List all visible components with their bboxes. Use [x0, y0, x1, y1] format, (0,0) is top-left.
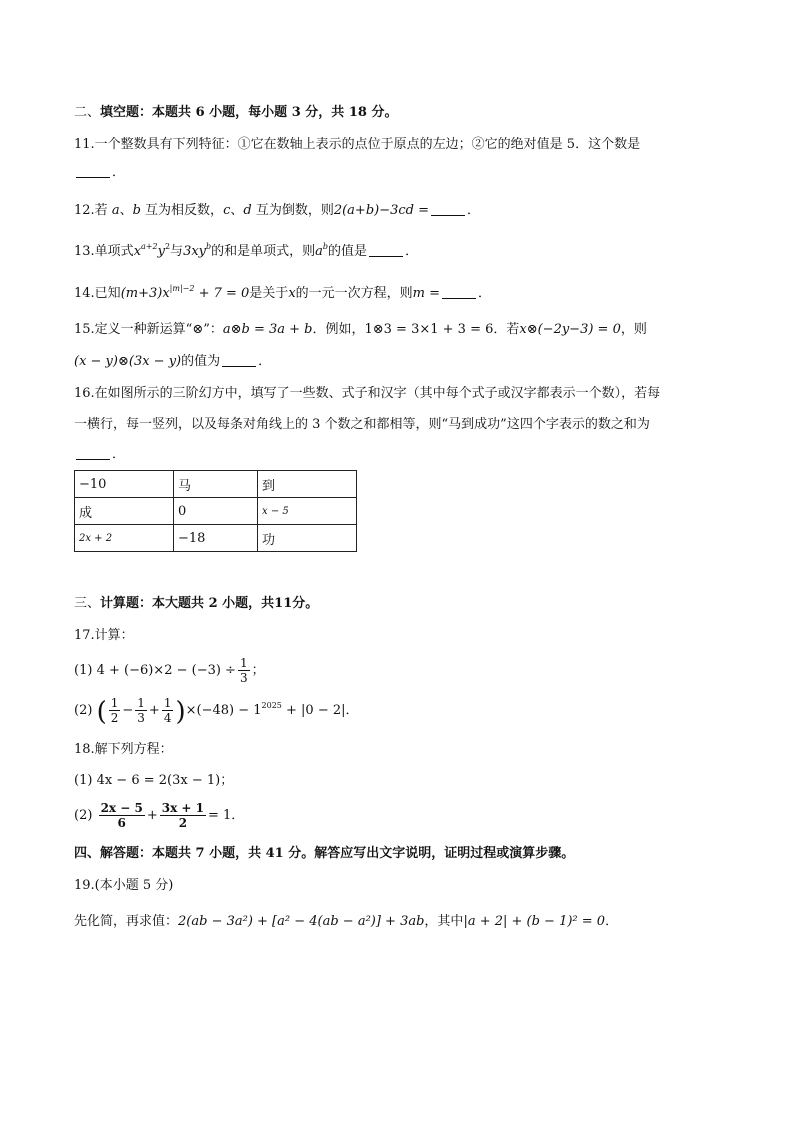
fraction: $\frac{1}{2}$ — [110, 696, 119, 725]
fraction: $\frac{1}{4}$ — [163, 696, 172, 725]
question-17-part-2: (2) ( $\frac{1}{2}$ − $\frac{1}{3}$ + $\frac{1}{4}$ )$\times(-48) - 1^{2025} + |0 - 2|$． — [74, 696, 359, 727]
table-cell: 马 — [174, 471, 258, 498]
question-15-line-1: 15.定义一种新运算“⊗”：a⊗b = 3a + b．例如，1⊗3 = 3×1 + 3 = 6．若x⊗(−2y−3) = 0，则 — [74, 322, 647, 337]
answer-blank[interactable] — [442, 286, 476, 299]
section-2-header: 二、填空题：本题共 6 小题，每小题 3 分，共 18 分。 — [74, 105, 398, 120]
question-18-title: 18.解下列方程： — [74, 742, 173, 757]
question-16-line-3: ． — [74, 446, 724, 464]
table-cell: 2x + 2 — [75, 525, 174, 552]
table-cell: 功 — [258, 525, 357, 552]
section-4-header: 四、解答题：本题共 7 小题，共 41 分。解答应写出文字说明，证明过程或演算步骤。 — [74, 846, 575, 861]
fraction: $\frac{3x + 1}{2}$ — [161, 801, 204, 830]
table-cell: −18 — [174, 525, 258, 552]
question-13: 13.单项式$x^{a+2}y^2$与$3xy^b$的和是单项式，则$a^b$的值是 ． — [74, 242, 419, 259]
table-cell: −10 — [75, 471, 174, 498]
fraction: $\frac{1}{3}$ — [239, 656, 248, 685]
question-11-answer-line: ． — [74, 164, 724, 182]
answer-blank[interactable] — [76, 447, 110, 460]
question-16-line-2: 一横行，每一竖列，以及每条对角线上的 3 个数之和都相等，则“马到成功”这四个字表示的数之和为 — [74, 417, 650, 432]
fraction: $\frac{1}{3}$ — [137, 696, 145, 725]
question-18-part-2: (2) $\frac{2x - 5}{6}$ + $\frac{3x + 1}{2}$ = 1． — [74, 801, 245, 830]
question-18-part-1: (1) 4x − 6 = 2(3x − 1)； — [74, 773, 234, 788]
fraction: $\frac{2x - 5}{6}$ — [100, 801, 143, 830]
question-17-part-1: (1) 4 + (−6)×2 − (−3) ÷ $\frac{1}{3}$ ； — [74, 656, 265, 685]
question-11: 11.一个整数具有下列特征：①它在数轴上表示的点位于原点的左边；②它的绝对值是 5．这个数是 — [74, 137, 641, 152]
question-12: 12.若 a、b 互为相反数，c、d 互为倒数，则2(a+b)−3cd = ． — [74, 203, 481, 218]
table-row — [75, 498, 357, 525]
question-17-title: 17.计算： — [74, 628, 134, 643]
table-cell: x − 5 — [258, 498, 357, 525]
question-19-body: 先化简，再求值：2(ab − 3a²) + [a² − 4(ab − a²)] + 3ab，其中|a + 2| + (b − 1)² = 0． — [74, 914, 619, 929]
table-cell: 成 — [75, 498, 174, 525]
table-cell: 到 — [258, 471, 357, 498]
table-row — [75, 525, 357, 552]
section-3-header: 三、计算题：本大题共 2 小题，共11分。 — [74, 596, 319, 611]
table-cell: 0 — [174, 498, 258, 525]
question-15-line-2: (x − y)⊗(3x − y)的值为 ． — [74, 354, 272, 369]
answer-blank[interactable] — [76, 165, 110, 178]
table-row — [75, 471, 357, 498]
question-14: 14.已知$(m+3)x^{|m|-2} + 7 = 0$是关于x的一元一次方程，则m = ． — [74, 284, 492, 301]
answer-blank[interactable] — [222, 354, 256, 367]
magic-square-table — [74, 470, 357, 552]
question-16-line-1: 16.在如图所示的三阶幻方中，填写了一些数、式子和汉字（其中每个式子或汉字都表示一个数），若每 — [74, 386, 661, 401]
answer-blank[interactable] — [369, 244, 403, 257]
answer-blank[interactable] — [431, 203, 465, 216]
question-19-title: 19.(本小题 5 分) — [74, 878, 174, 893]
